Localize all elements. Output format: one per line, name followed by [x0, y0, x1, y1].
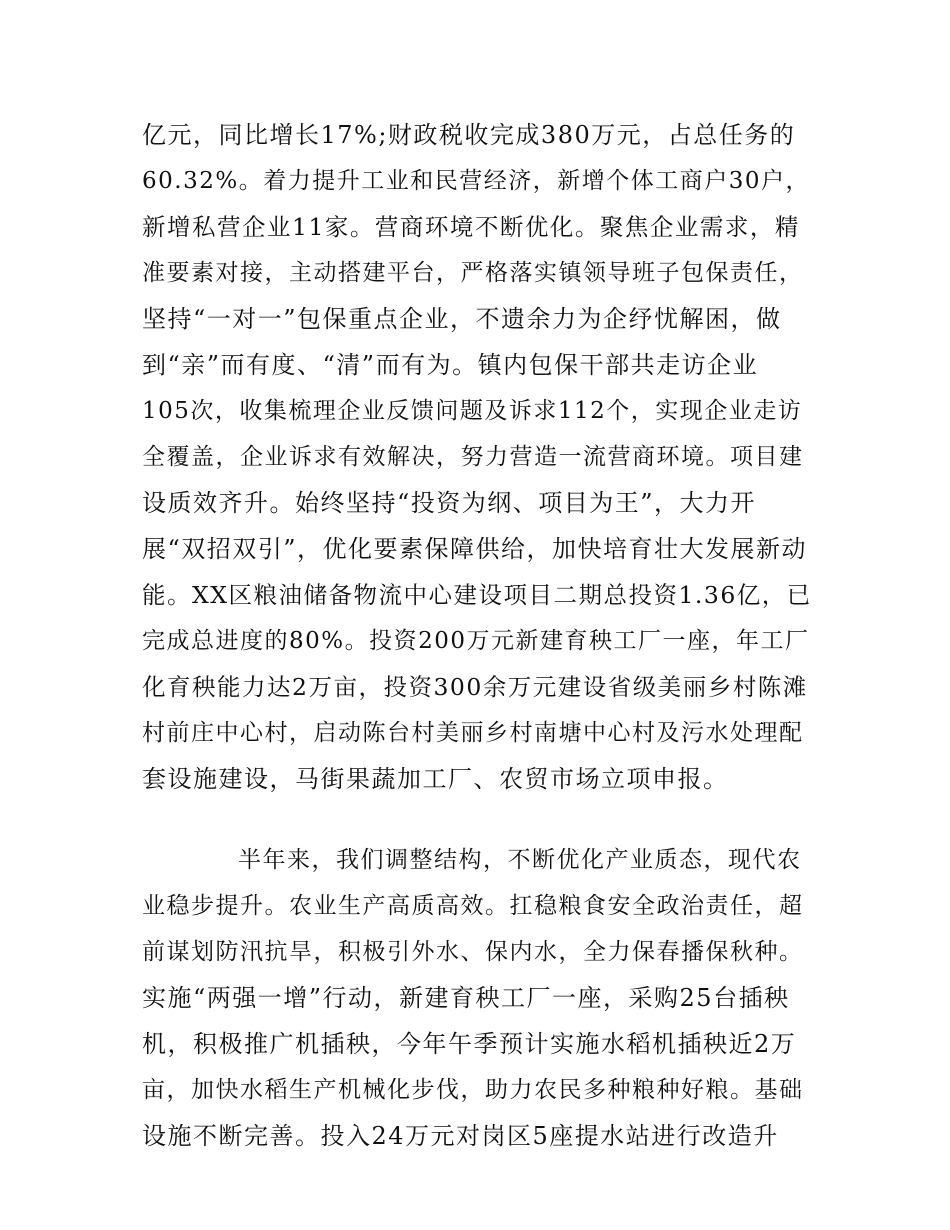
- paragraph-2-line: 业稳步提升。农业生产高质高效。扛稳粮食安全政治责任，超: [142, 893, 804, 919]
- paragraph-2-line: 前谋划防汛抗旱，积极引外水、保内水，全力保春播保秋种。: [142, 939, 804, 965]
- paragraph-1-line: 坚持“一对一”包保重点企业，不遗余力为企纾忧解困，做: [142, 305, 782, 333]
- paragraph-1-line: 新增私营企业11家。营商环境不断优化。聚焦企业需求，精: [142, 213, 800, 241]
- paragraph-1-line: 到“亲”而有度、“清”而有为。镇内包保干部共走访企业: [142, 351, 759, 379]
- paragraph-1-line: 105次，收集梳理企业反馈问题及诉求112个，实现企业走访: [142, 398, 803, 424]
- paragraph-1-line: 准要素对接，主动搭建平台，严格落实镇领导班子包保责任，: [142, 260, 804, 286]
- paragraph-1-line: 60.32%。着力提升工业和民营经济，新增个体工商户30户，: [142, 168, 810, 194]
- paragraph-1-line: 亿元，同比增长17%;财政税收完成380万元，占总任务的: [142, 121, 796, 149]
- paragraph-1-line: 设质效齐升。始终坚持“投资为纲、项目为王”，大力开: [142, 489, 757, 517]
- paragraph-2-line: 设施不断完善。投入24万元对岗区5座提水站进行改造升: [142, 1122, 779, 1150]
- paragraph-2-line: 实施“两强一增”行动，新建育秧工厂一座，采购25台插秧: [142, 984, 790, 1012]
- paragraph-1-line: 村前庄中心村，启动陈台村美丽乡村南塘中心村及污水处理配: [142, 720, 804, 746]
- paragraph-2-line: 亩，加快水稻生产机械化步伐，助力农民多种粮种好粮。基础: [142, 1077, 804, 1103]
- paragraph-1-line: 展“双招双引”，优化要素保障供给，加快培育壮大发展新动: [142, 535, 808, 563]
- paragraph-1-line: 全覆盖，企业诉求有效解决，努力营造一流营商环境。项目建: [142, 444, 804, 470]
- paragraph-2-line: 机，积极推广机插秧，今年午季预计实施水稻机插秧近2万: [142, 1030, 797, 1058]
- paragraph-1-line: 完成总进度的80%。投资200万元新建育秧工厂一座，年工厂: [142, 628, 810, 654]
- paragraph-1-line: 套设施建设，马街果蔬加工厂、农贸市场立项申报。: [142, 765, 729, 793]
- paragraph-1-line: 化育秧能力达2万亩，投资300余万元建设省级美丽乡村陈滩: [142, 673, 808, 701]
- paragraph-2-line: 半年来，我们调整结构，不断优化产业质态，现代农: [238, 847, 802, 873]
- paragraph-1-line: 能。XX区粮油储备物流中心建设项目二期总投资1.36亿，已: [142, 581, 812, 609]
